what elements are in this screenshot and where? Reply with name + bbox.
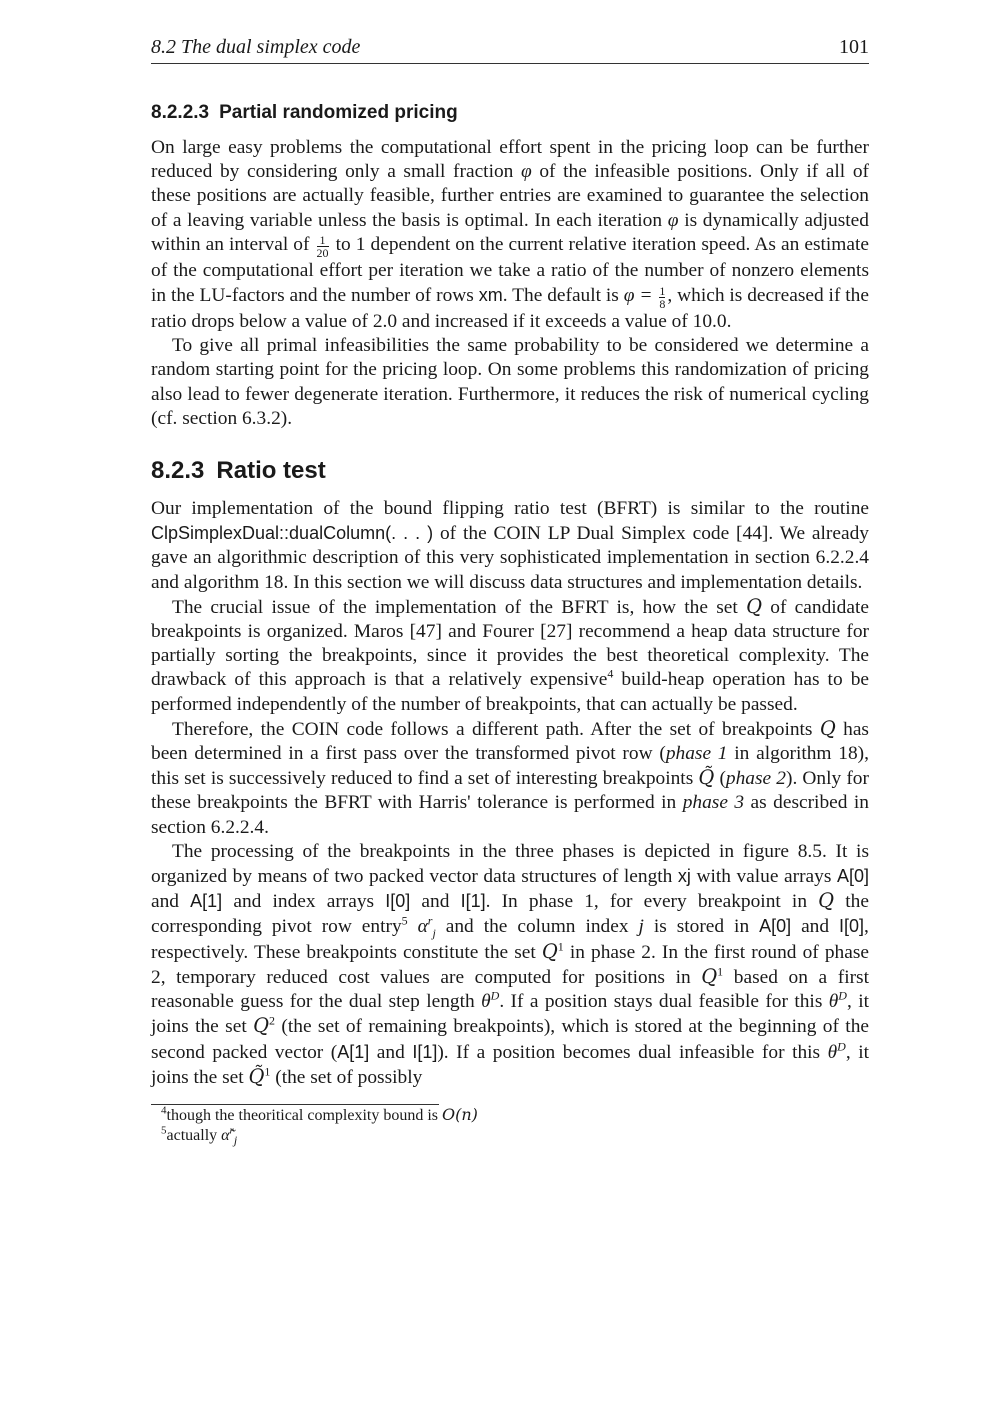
math-Q: Q — [819, 716, 836, 740]
paragraph: Therefore, the COIN code follows a different path. After the set of breakpoints Q has been determined in a first pass over the transformed pivot row (phase 1 in algorithm 18), this set is successively reduced to find a set of interesting breakpoints Q̃ (phase 2). Only for these breakpoints the BFRT with Harris' tolerance is performed in phase 3 as described in section 6.2.2.4. — [151, 716, 869, 838]
math-Q: Q — [746, 594, 762, 618]
math-phi: φ — [667, 209, 679, 231]
section-heading-ratio-test — [151, 457, 869, 485]
section-number: 8.2.2.3 — [151, 102, 210, 123]
footnote: $^4$though the theoritical complexity bound is O(n) — [161, 1104, 478, 1124]
fraction: $\frac{1}{20}$ — [316, 232, 329, 260]
paragraph: The crucial issue of the implementation of the BFRT is, how the set Q of candidate breakpoints is organized. Maros [47] and Fourer [27] recommend a heap data structure for partially sorting the breakpoints, since it provides the best theoretical complexity. The drawback of this approach is that a relatively expensive$^4$ build-heap operation has to be performed independently of the number of breakpoints, that can actually be passed. — [151, 594, 869, 715]
paragraph: Our implementation of the bound flipping ratio test (BFRT) is similar to the routine ClpSimplexDual::dualColumn(. . . ) of the COIN LP Dual Simplex code [44]. We already gave an algorithmic description of this very sophisticated implementation in section 6.2.2.4 and algorithm 18. In this section we will discuss data structures and implementation details. — [151, 498, 869, 593]
code-xj: xj — [677, 866, 691, 887]
footnote-ref: 4 — [607, 666, 614, 681]
page — [151, 36, 869, 1146]
code-dualcolumn: ClpSimplexDual::dualColumn(. . . ) — [151, 523, 434, 544]
section-number: 8.2.3 — [151, 457, 205, 485]
page-number: 101 — [839, 36, 869, 58]
code-xm: xm — [478, 285, 503, 306]
math-eq: φ = — [623, 285, 653, 307]
math-phi: φ — [520, 161, 532, 183]
paragraph: To give all primal infeasibilities the same probability to be considered we determine a random starting point for the pricing loop. On some problems this randomization of pricing also lead to fewer degenerate iteration. Furthermore, it reduces the risk of numerical cycling (cf. section 6.3.2). — [151, 335, 869, 429]
math-Q-tilde: Q̃ — [698, 766, 715, 790]
paragraph: On large easy problems the computational effort spent in the pricing loop can be further reduced by considering only a small fraction φ of the infeasible positions. Only if all of these positions are actually feasible, further entries are examined to guarantee the selection of a leaving variable unless the basis is optimal. In each iteration φ is dynamically adjusted within an interval of $\frac{1}{20}$ to 1 dependent on the current relative iteration speed. As an estimate of the computational effort per iteration we take a ratio of the number of nonzero elements in the LU-factors and the number of rows xm. The default is φ = $\frac{1}{8}$ , which is decreased if the ratio drops below a value of 2.0 and increased if it exceeds a value of 10.0. — [151, 137, 869, 333]
section-title: Partial randomized pricing — [219, 102, 458, 123]
paragraph: The processing of the breakpoints in the three phases is depicted in figure 8.5. It is organized by means of two packed vector data structures of length xj with value arrays A[0] and A[1] and index arrays I[0] and I[1]. In phase 1, for every breakpoint in Q the corresponding pivot row entry$^5$ $\alpha^r_j$ and the column index j is stored in A[0] and I[0], respectively. These breakpoints constitute the set $Q^1$ in phase 2. In the first round of phase 2, temporary reduced cost values are computed for positions in $Q^1$ based on a first reasonable guess for the dual step length $\theta^D$. If a position stays dual feasible for this $\theta^D$, it joins the set $Q^2$ (the set of remaining breakpoints), which is stored at the beginning of the second packed vector (A[1] and I[1]). If a position becomes dual infeasible for this $\theta^D$, it joins the set Q̃$^1$ (the set of possibly — [151, 840, 869, 1088]
running-title: 8.2 The dual simplex code — [151, 36, 361, 58]
footnote: $^5$actually α̃$^r_j$ — [161, 1124, 238, 1148]
section-title: Ratio test — [216, 457, 326, 485]
running-header — [151, 36, 869, 64]
section-heading-partial-pricing — [151, 102, 869, 124]
footnote-ref: 5 — [401, 914, 408, 929]
fraction: $\frac{1}{8}$ — [659, 284, 666, 312]
